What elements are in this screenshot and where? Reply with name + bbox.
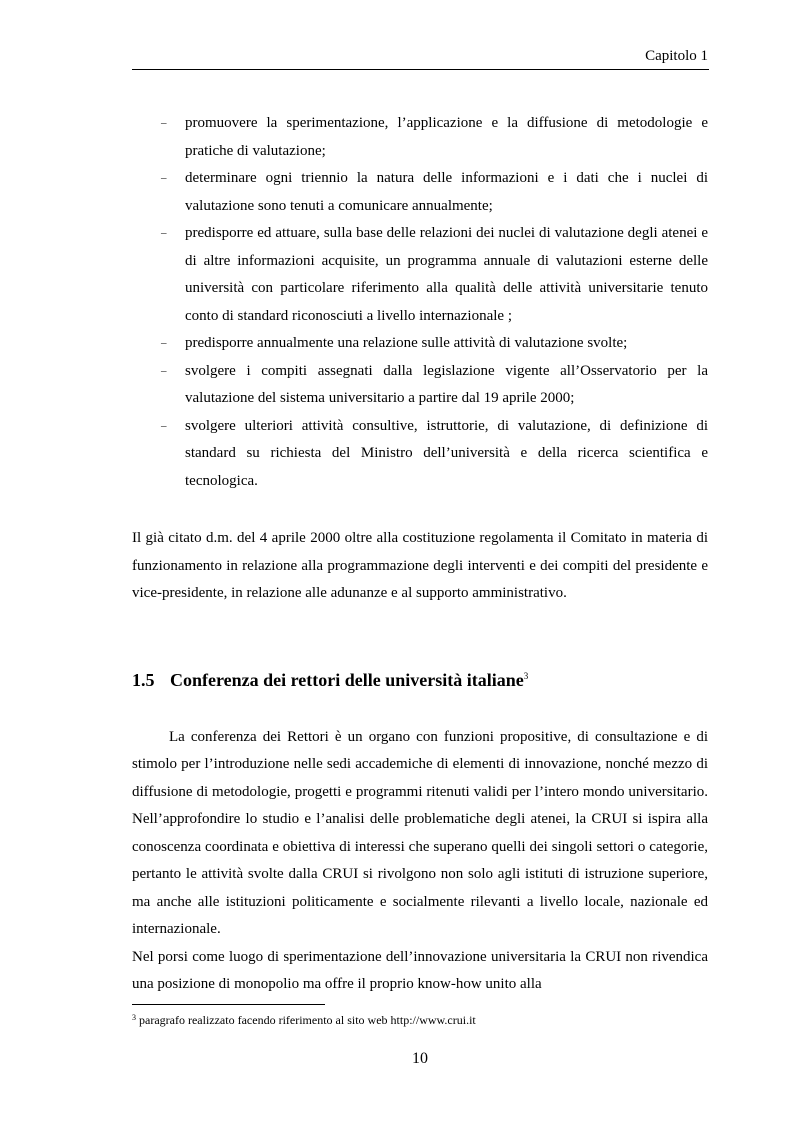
footnote-ref[interactable]: 3 <box>523 670 529 681</box>
page-body <box>132 110 708 999</box>
dash-marker: – <box>161 172 167 184</box>
running-header <box>132 48 708 65</box>
paragraph-dm: Il già citato d.m. del 4 aprile 2000 oltre alla costituzione regolamenta il Comitato in materia di funzionamento in relazione alla programmazione degli interventi e dei compiti del presidente e vice-presidente, in relazione alle adunanze e al supporto amministrativo. <box>132 530 708 601</box>
list-item: – promuovere la sperimentazione, l’applicazione e la diffusione di metodologie e pratiche di valutazione; <box>132 110 708 165</box>
dash-marker: – <box>161 227 167 239</box>
section-heading <box>132 664 708 692</box>
chapter-label: Capitolo 1 <box>645 48 708 64</box>
footnote-number: 3 <box>132 1013 136 1022</box>
list-item: – predisporre annualmente una relazione sulle attività di valutazione svolte; <box>132 330 708 358</box>
paragraph-crui: La conferenza dei Rettori è un organo con funzioni propositive, di consultazione e di stimolo per l’introduzione nelle sedi accademiche di elementi di innovazione, nonché mezzo di diffusione di metodologie, progetti e programmi ritenuti validi per l’intero mondo universitario. Nell’approfondire lo studio e l’analisi delle problematiche degli atenei, la CRUI si ispira alla conoscenza coordinata e obiettiva di interessi che superano quelli dei singoli settori o categorie, pertanto le attività svolte dalla CRUI si rivolgono non solo agli istituti di istruzione superiore, ma anche alle istituzioni politicamente e socialmente rilevanti a livello locale, nazionale ed internazionale. <box>132 728 708 937</box>
list-item: – determinare ogni triennio la natura delle informazioni e i dati che i nuclei di valutazione sono tenuti a comunicare annualmente; <box>132 165 708 220</box>
list-item: – svolgere ulteriori attività consultive, istruttorie, di valutazione, di definizione di standard su richiesta del Ministro dell’università e della ricerca scientifica e tecnologica. <box>132 413 708 496</box>
page-number: 10 <box>412 1050 428 1067</box>
footnote <box>132 1013 476 1028</box>
footnote-text: paragrafo realizzato facendo riferimento al sito web http://www.crui.it <box>139 1013 476 1027</box>
paragraph-innovation: Nel porsi come luogo di sperimentazione dell’innovazione universitaria la CRUI non rivendica una posizione di monopolio ma offre il proprio know-how unito alla <box>132 948 708 992</box>
dash-marker: – <box>161 364 167 377</box>
dash-marker: – <box>161 337 167 349</box>
header-rule <box>132 69 709 70</box>
section-number: 1.5 <box>132 669 155 690</box>
bullet-list <box>132 110 708 495</box>
dash-marker: – <box>161 419 167 432</box>
footnote-rule <box>132 1004 325 1005</box>
list-item: – svolgere i compiti assegnati dalla legislazione vigente all’Osservatorio per la valutazione del sistema universitario a partire dal 19 aprile 2000; <box>132 358 708 413</box>
list-item: – predisporre ed attuare, sulla base delle relazioni dei nuclei di valutazione degli atenei e di altre informazioni acquisite, un programma annuale di valutazioni esterne delle università con particolare riferimento alla qualità delle attività universitarie tenuto conto di standard riconosciuti a livello internazionale ; <box>132 220 708 330</box>
section-title: Conferenza dei rettori delle università italiane <box>170 669 524 690</box>
dash-marker: – <box>161 117 167 129</box>
